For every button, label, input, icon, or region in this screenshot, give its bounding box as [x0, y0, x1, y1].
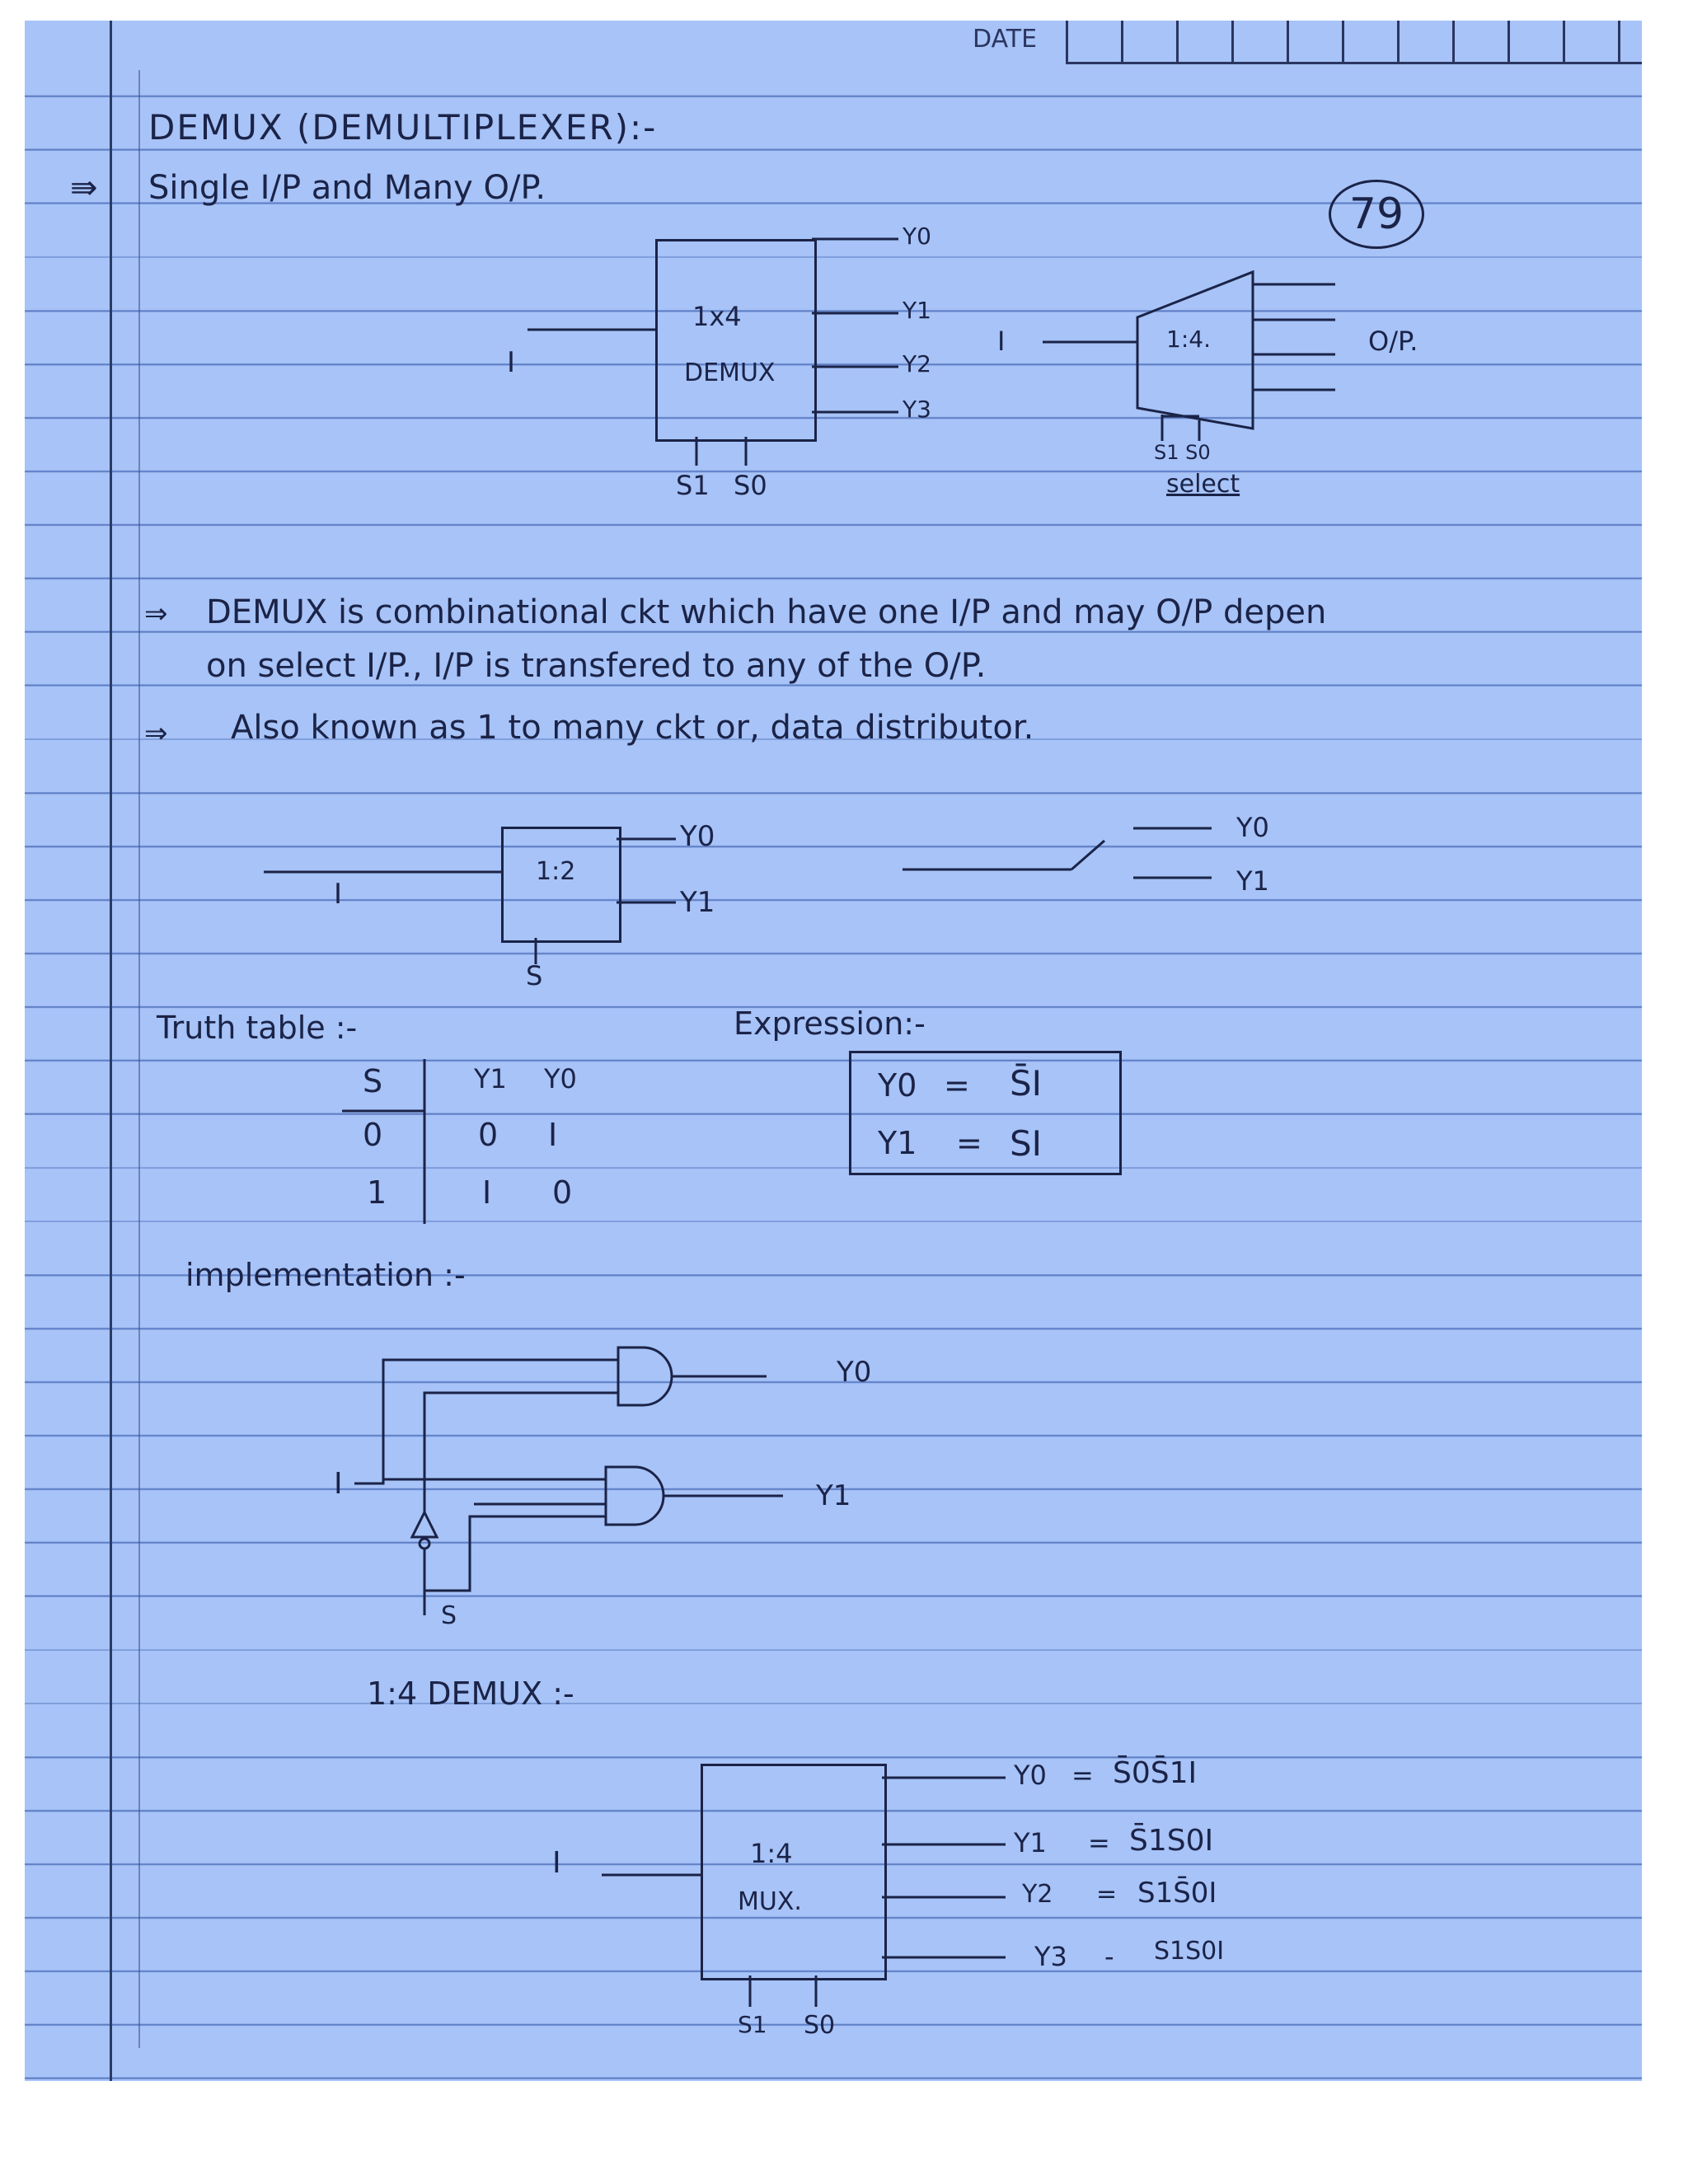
eq-3-lhs: Y3 — [1034, 1941, 1067, 1972]
section2-sel-1: S1 — [738, 2011, 767, 2038]
switch1-selects: S1 S0 — [1154, 441, 1211, 464]
tt-row1-s: 1 — [367, 1174, 387, 1211]
expr-1-eq: = — [956, 1125, 982, 1161]
para-line-3: Also known as 1 to many ckt or, data distributor. — [231, 709, 1034, 747]
section2-box-line1: 1:4 — [750, 1838, 793, 1869]
eq-1-lhs: Y1 — [1014, 1827, 1047, 1858]
block1-out-2: Y2 — [903, 350, 931, 377]
impl-select: S — [441, 1601, 457, 1630]
block2-out-0: Y0 — [680, 820, 715, 853]
eq-2-lhs: Y2 — [1022, 1880, 1053, 1909]
expr-1-rhs: SI — [1010, 1123, 1043, 1164]
tt-row1-y0: 0 — [552, 1174, 573, 1211]
impl-out-0: Y0 — [837, 1356, 872, 1389]
switch1-output-label: O/P. — [1368, 326, 1418, 357]
bullet-icon: ⇒ — [144, 598, 168, 630]
eq-0-rhs: S̄0S̄1I — [1113, 1756, 1198, 1790]
demux-1x4-box — [655, 239, 817, 442]
switch1-select-caption: select — [1166, 470, 1240, 499]
mux-1x4-box — [701, 1764, 887, 1980]
switch2-out-0: Y0 — [1236, 812, 1269, 843]
eq-2-eq: = — [1096, 1880, 1118, 1909]
eq-1-eq: = — [1088, 1827, 1110, 1858]
block1-out-1: Y1 — [903, 297, 931, 324]
switch1-input: I — [997, 326, 1006, 357]
tt-row1-y1: I — [482, 1174, 492, 1211]
tt-row0-y1: 0 — [478, 1117, 499, 1153]
block2-out-1: Y1 — [680, 886, 715, 919]
expr-0-rhs: S̄I — [1010, 1063, 1043, 1104]
block2-input: I — [334, 878, 343, 911]
section2-sel-0: S0 — [804, 2011, 836, 2040]
block2-select: S — [526, 960, 543, 991]
impl-input: I — [334, 1467, 343, 1501]
switch2-out-1: Y1 — [1236, 865, 1269, 897]
truth-table-title: Truth table :- — [157, 1010, 358, 1046]
tt-row0-y0: I — [548, 1117, 558, 1153]
section2-box-line2: MUX. — [738, 1887, 802, 1916]
eq-1-rhs: S̄1S0I — [1129, 1824, 1214, 1858]
eq-0-lhs: Y0 — [1014, 1760, 1047, 1791]
para-line-1: DEMUX is combinational ckt which have one I/P and may O/P depen — [206, 593, 1327, 631]
switch1-label: 1:4. — [1166, 326, 1211, 353]
block1-input: I — [507, 346, 516, 379]
demux-1x4-label: 1x4 — [692, 301, 742, 332]
arrow-icon: ⇛ — [70, 169, 98, 207]
bullet-icon-2: ⇒ — [144, 717, 168, 750]
block2-box-label: 1:2 — [536, 857, 576, 886]
expression-title: Expression:- — [734, 1005, 926, 1042]
intro-text: Single I/P and Many O/P. — [148, 169, 546, 207]
demux-1x4-label2: DEMUX — [684, 359, 776, 387]
page-number: 79 — [1329, 180, 1424, 249]
eq-3-eq: - — [1104, 1941, 1114, 1972]
tt-row0-s: 0 — [363, 1117, 383, 1153]
page-title: DEMUX (DEMULTIPLEXER):- — [148, 107, 658, 148]
eq-2-rhs: S1S̄0I — [1137, 1877, 1217, 1910]
tt-header-s: S — [363, 1063, 383, 1099]
block1-out-0: Y0 — [903, 223, 931, 250]
tt-header-y1: Y1 — [474, 1063, 507, 1094]
para-line-2: on select I/P., I/P is transfered to any of the O/P. — [206, 647, 987, 685]
tt-header-y0: Y0 — [544, 1063, 577, 1094]
notebook-page — [25, 21, 1642, 2081]
section2-title: 1:4 DEMUX :- — [367, 1675, 574, 1712]
section2-input: I — [552, 1846, 561, 1880]
implementation-title: implementation :- — [185, 1257, 466, 1293]
impl-out-1: Y1 — [816, 1479, 851, 1512]
block1-sel-0: S0 — [734, 470, 767, 501]
eq-3-rhs: S1S0I — [1154, 1937, 1225, 1966]
expr-1-lhs: Y1 — [878, 1125, 917, 1161]
block1-out-3: Y3 — [903, 396, 931, 423]
block1-sel-1: S1 — [676, 470, 710, 501]
date-label: DATE — [973, 25, 1038, 54]
eq-0-eq: = — [1071, 1760, 1094, 1791]
expr-0-lhs: Y0 — [878, 1067, 917, 1104]
expr-0-eq: = — [944, 1067, 970, 1104]
